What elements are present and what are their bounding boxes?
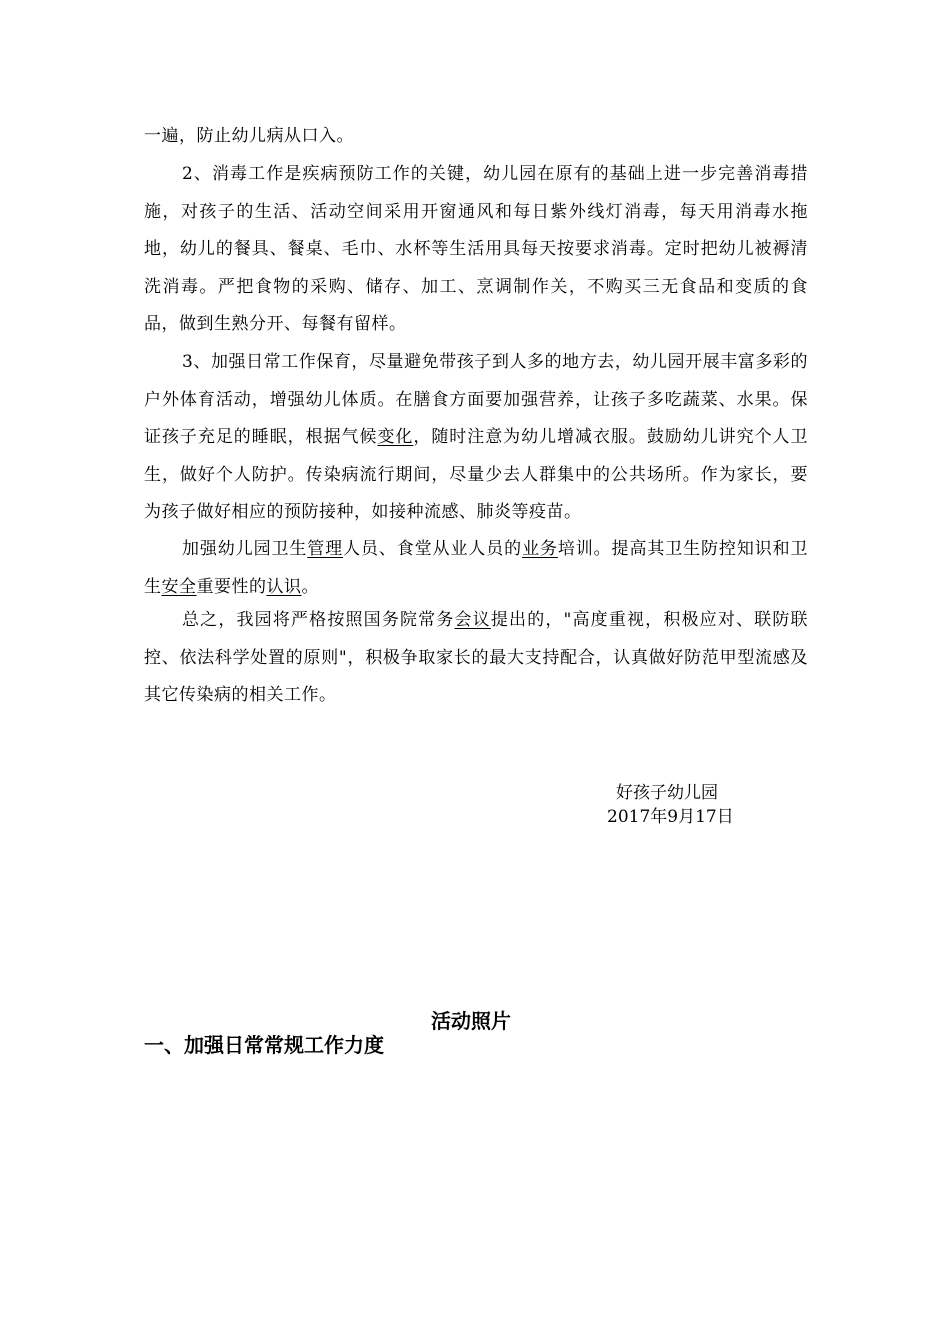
paragraph-text: 。	[301, 576, 319, 597]
paragraph-disinfection	[144, 156, 808, 344]
paragraph-text: 2、消毒工作是疾病预防工作的关键，幼儿园在原有的基础上进一步完善消毒措施，对孩子的生活、活动空间采用开窗通风和每日紫外线灯消毒，每天用消毒水拖地，幼儿的餐具、餐桌、毛巾、水杯等生活用具每天按要求消毒。定时把幼儿被褥清洗消毒。严把食物的采购、储存、加工、烹调制作关，不购买三无食品和变质的食品，做到生熟分开、每餐有留样。	[144, 164, 808, 334]
paragraph-text: 加强幼儿园卫生	[182, 539, 308, 559]
paragraph-text: 培训。提高其卫生防控知识和卫生	[144, 539, 809, 597]
paragraph-conclusion	[144, 602, 808, 715]
underlined-term: 变化	[377, 427, 414, 447]
paragraph-staff-training	[144, 531, 808, 606]
paragraph-text: 3、加强日常工作保育，尽量避免带孩子到人多的地方去，幼儿园开展丰富多彩的户外体育活动，增强幼儿体质。在膳食方面要加强营养，让孩子多吃蔬菜、水果。保证孩子充足的睡眠，根据气候	[144, 352, 808, 447]
paragraph-text: 人员、食堂从业人员的	[343, 539, 523, 559]
paragraph-text: ，随时注意为幼儿增减衣服。鼓励幼儿讲究个人卫生，做好个人防护。传染病流行期间，尽量少去人群集中的公共场所。作为家长，要为孩子做好相应的预防接种，如接种流感、肺炎等疫苗。	[144, 427, 809, 522]
signature-organization: 好孩子幼儿园	[616, 783, 718, 803]
underlined-term: 安全	[161, 576, 197, 597]
paragraph-text: 总之，我园将严格按照国务院常务	[182, 610, 455, 630]
section-heading: 一、加强日常常规工作力度	[144, 1033, 384, 1057]
underlined-term: 管理	[307, 539, 344, 559]
photos-title: 活动照片	[431, 1009, 511, 1033]
signature-date: 2017年9月17日	[607, 807, 734, 827]
paragraph-daily-care	[144, 344, 808, 532]
paragraph-continuation	[144, 118, 808, 156]
paragraph-text: 一遍，防止幼儿病从口入。	[144, 126, 354, 146]
underlined-term: 业务	[522, 539, 558, 559]
underlined-term: 认识	[266, 576, 302, 597]
paragraph-text: 提出的，"高度重视，积极应对、联防联控、依法科学处置的原则"，积极争取家长的最大支持配合，认真做好防范甲型流感及其它传染病的相关工作。	[144, 610, 809, 705]
underlined-term: 会议	[454, 610, 491, 630]
paragraph-text: 重要性的	[196, 576, 267, 597]
